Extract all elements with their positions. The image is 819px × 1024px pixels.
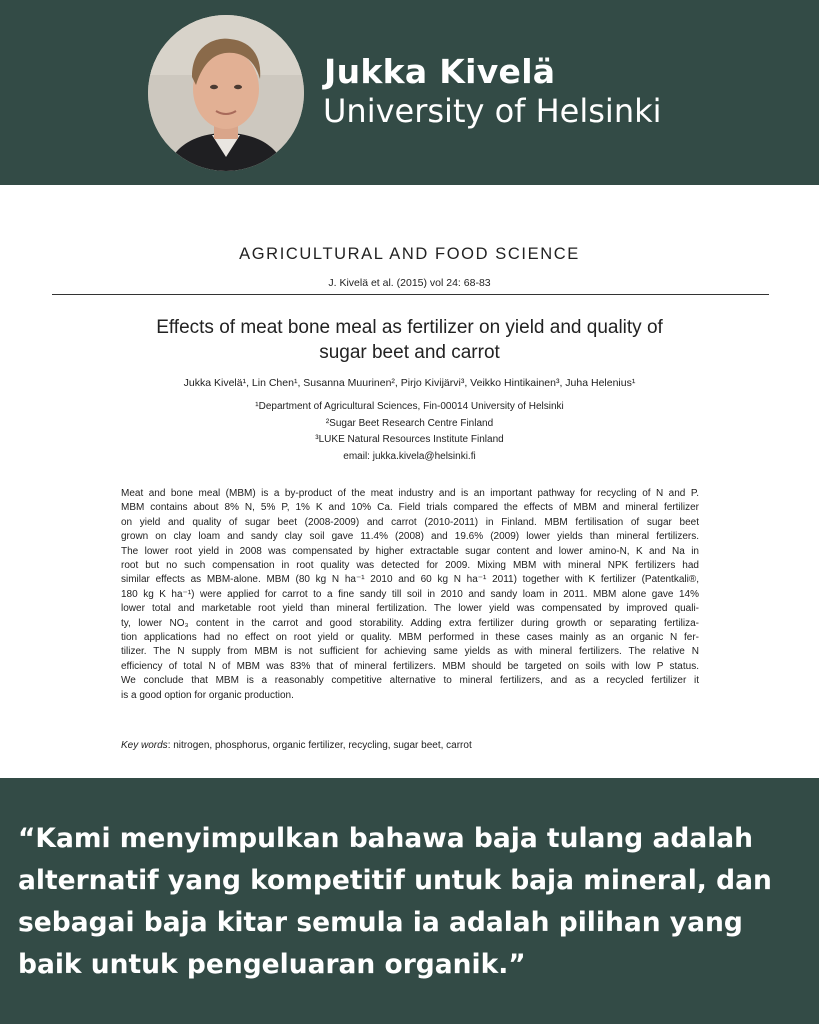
abstract-line: efficiency of total N of MBM was 83% that of mineral fertilizers. MBM should be targeted on soils with low P status. — [121, 660, 699, 672]
quote-line: baik untuk pengeluaran organik.” — [18, 949, 526, 980]
abstract-line: on yield and quality of sugar beet (2008-2009) and carrot (2010-2011) in Finland. MBM fertilisation of sugar beet — [121, 516, 699, 528]
quote — [18, 818, 808, 986]
abstract-line: The lower root yield in 2008 was compensated by higher extractable sugar content and lower amino-N, K and Na in — [121, 545, 699, 557]
abstract-line: MBM contains about 8% N, 5% P, 1% K and 10% Ca. Field trials compared the effects of MBM and mineral fertilizer — [121, 502, 699, 514]
paper-excerpt — [0, 185, 819, 778]
email-line: email: jukka.kivela@helsinki.fi — [343, 450, 476, 462]
portrait-photo — [148, 15, 304, 171]
abstract-line: root but no such compensation in root quality was detected for 2009. Mixing MBM with mineral NPK fertilizers had — [121, 560, 699, 572]
abstract-line: similar effects as MBM-alone. MBM (80 kg N ha⁻¹ 2010 and 60 kg N ha⁻¹ 2011) together with K fertilizer (Patentkali®, — [121, 574, 699, 586]
avatar — [148, 15, 304, 171]
abstract — [121, 487, 699, 703]
person-name: Jukka Kivelä — [324, 52, 556, 91]
divider — [52, 294, 769, 295]
quote-line: “Kami menyimpulkan bahawa baja tulang adalah — [18, 823, 754, 854]
citation: J. Kivelä et al. (2015) vol 24: 68-83 — [328, 277, 491, 289]
abstract-line: grown on clay loam and sandy clay soil gave 11.4% (2008) and 19.6% (2009) lower yields than mineral fertilizers. — [121, 531, 699, 543]
quote-line: alternatif yang kompetitif untuk baja mineral, dan — [18, 865, 772, 896]
quote-band — [0, 778, 819, 1024]
abstract-line: Meat and bone meal (MBM) is a by-product of the meat industry and is an important pathway for recycling of N and P. — [121, 488, 699, 499]
paper-title — [100, 315, 719, 365]
abstract-line: lower total and marketable root yield than mineral fertilization. The lower yield was compensated by improved quali- — [121, 603, 699, 615]
affiliation-line: ²Sugar Beet Research Centre Finland — [325, 417, 494, 429]
paper-title-line: sugar beet and carrot — [319, 342, 500, 363]
abstract-line: We conclude that MBM is a reasonably competitive alternative to mineral fertilizers, and as a recycled fertilizer it — [121, 675, 699, 687]
keywords-list: : nitrogen, phosphorus, organic fertilizer, recycling, sugar beet, carrot — [167, 740, 472, 751]
paper-title-line: Effects of meat bone meal as fertilizer on yield and quality of — [156, 317, 663, 338]
keywords — [121, 740, 472, 751]
abstract-line: ty, lower NO₃ content in the carrot and good storability. Adding extra fertilizer during growth or separating fertiliza- — [121, 617, 699, 629]
affiliation-list — [0, 399, 819, 465]
quote-line: sebagai baja kitar semula ia adalah pilihan yang — [18, 907, 743, 938]
header-band — [0, 0, 819, 185]
keywords-label: Key words — [121, 740, 168, 751]
abstract-line: is a good option for organic production. — [121, 689, 294, 701]
affiliation-line: ³LUKE Natural Resources Institute Finland — [315, 434, 504, 445]
abstract-line: tion applications had no effect on root yield or quality. MBM performed in these cases mainly as an organic N fer- — [121, 632, 699, 644]
abstract-line: tilizer. The N supply from MBM is not sufficient for achieving same yields as with mineral fertilizers. The relative N — [121, 646, 699, 658]
abstract-line: 180 kg K ha⁻¹) were applied for carrot to a fine sandy till soil in 2010 and sandy loam in 2011. MBM alone gave 14% — [121, 588, 699, 600]
person-affiliation: University of Helsinki — [323, 92, 662, 130]
affiliation-line: ¹Department of Agricultural Sciences, Fin-00014 University of Helsinki — [255, 401, 564, 412]
author-list: Jukka Kivelä¹, Lin Chen¹, Susanna Muurinen², Pirjo Kivijärvi³, Veikko Hintikainen³, Juha Helenius¹ — [183, 377, 636, 389]
journal-name: AGRICULTURAL AND FOOD SCIENCE — [239, 245, 580, 263]
